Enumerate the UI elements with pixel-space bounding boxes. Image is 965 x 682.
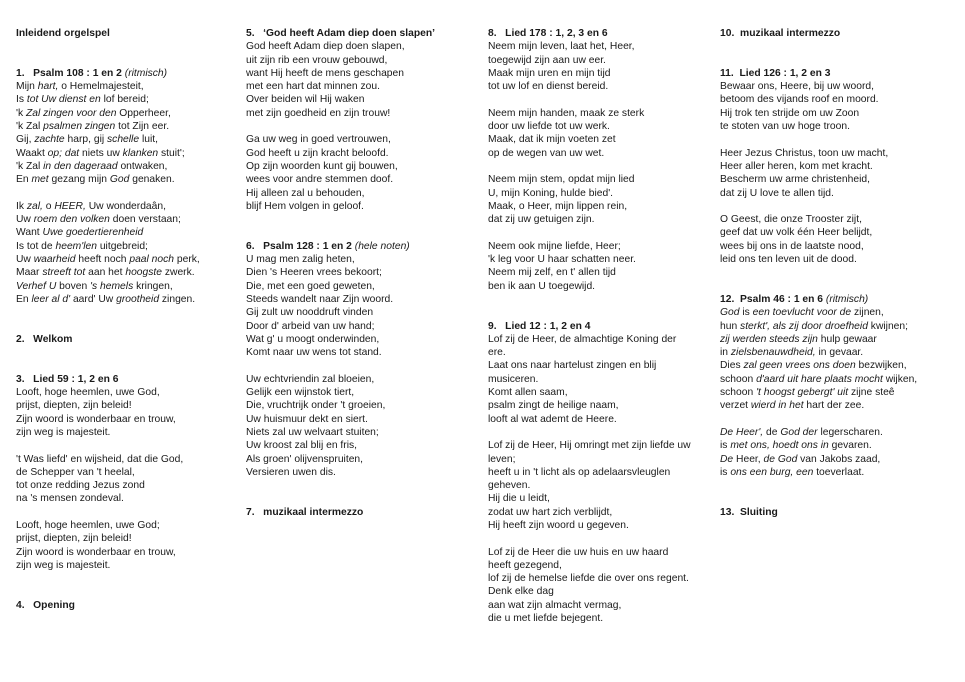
lyric-line: dat zij U love te allen tijd. bbox=[720, 187, 834, 199]
verse bbox=[16, 80, 238, 186]
lyric-line: Ik zal, o HEER, Uw wonderdaân, bbox=[16, 200, 166, 212]
section-title: 13. Sluiting bbox=[720, 506, 778, 518]
lyric-line: Komt allen saam, bbox=[488, 387, 568, 399]
lyric-line: zodat uw hart zich verblijdt, bbox=[488, 506, 613, 518]
lyric-line: 't Was liefd' en wijsheid, dat die God, bbox=[16, 453, 184, 465]
lyric-line: Maak mijn uren en mijn tijd bbox=[488, 67, 611, 79]
lyric-line: Uw roem den volken doen verstaan; bbox=[16, 214, 181, 226]
lyric-line: Maak, o Heer, mijn lippen rein, bbox=[488, 200, 628, 212]
lyric-line: Over beiden wil Hij waken bbox=[246, 94, 365, 106]
lyric-line: Neem mijn stem, opdat mijn lied bbox=[488, 174, 635, 186]
lyric-line: door uw liefde tot uw werk. bbox=[488, 121, 610, 133]
lyric-line: de Schepper van 't heelal, bbox=[16, 466, 135, 478]
lyric-line: Op zijn woorden kunt gij bouwen, bbox=[246, 160, 398, 172]
lyric-line: Die, met een goed geweten, bbox=[246, 280, 375, 292]
lyric-line: Neem mij zelf, en t' allen tijd bbox=[488, 267, 616, 279]
lyric-line: Uw waarheid heeft noch paal noch perk, bbox=[16, 254, 200, 266]
lyric-line: Laat ons naar hartelust zingen en blij bbox=[488, 360, 657, 372]
column-3 bbox=[488, 27, 710, 625]
verse bbox=[16, 519, 238, 572]
lyric-line: Heer aller heren, kom met kracht. bbox=[720, 160, 873, 172]
lyric-line: musiceren. bbox=[488, 373, 539, 385]
lyric-line: Neem mijn leven, laat het, Heer, bbox=[488, 41, 635, 53]
lyric-line: 'k Zal psalmen zingen tot Zijn eer. bbox=[16, 121, 170, 133]
lyric-line: En met gezang mijn God genaken. bbox=[16, 174, 175, 186]
lyric-line: Versieren uwen dis. bbox=[246, 466, 336, 478]
lyric-line: met zijn goedheid en zijn trouw! bbox=[246, 107, 391, 119]
lyric-line: Bescherm uw arme christenheid, bbox=[720, 174, 870, 186]
lyric-line: Komt naar uw wens tot stand. bbox=[246, 347, 382, 359]
lyric-line: toegewijd zijn aan uw eer. bbox=[488, 54, 606, 66]
lyric-line: zijn weg is majesteit. bbox=[16, 426, 111, 438]
section-title: 4. Opening bbox=[16, 599, 75, 611]
section-title: 10. muzikaal intermezzo bbox=[720, 28, 841, 39]
verse bbox=[720, 147, 960, 200]
lyric-line: Dien 's Heeren vrees bekoort; bbox=[246, 267, 382, 279]
lyric-line: 'k leg voor U haar schatten neer. bbox=[488, 254, 636, 266]
lyric-line: uit zijn rib een vrouw gebouwd, bbox=[246, 54, 388, 66]
lyric-line: Want Uwe goedertierenheid bbox=[16, 227, 144, 239]
column-2 bbox=[246, 27, 476, 519]
lyric-line: Hij trok ten strijde om uw Zoon bbox=[720, 107, 860, 119]
lyric-line: U, mijn Koning, hulde bied'. bbox=[488, 187, 614, 199]
section-title: 7. muzikaal intermezzo bbox=[246, 506, 364, 518]
lyric-line: En leer al d' aard' Uw grootheid zingen. bbox=[16, 293, 196, 305]
lyric-line: Denk elke dag bbox=[488, 586, 554, 598]
lyric-line: Lof zij de Heer die uw huis en uw haard bbox=[488, 546, 669, 558]
lyric-line: Wat g' u moogt onderwinden, bbox=[246, 333, 380, 345]
section-title: 6. Psalm 128 : 1 en 2 (hele noten) bbox=[246, 240, 410, 252]
verse bbox=[16, 200, 238, 306]
lyric-line: geef dat uw volk één Heer belijdt, bbox=[720, 227, 873, 239]
lyric-line: Uw echtvriendin zal bloeien, bbox=[246, 373, 375, 385]
lyric-line: wees voor andre stemmen doof. bbox=[246, 174, 394, 186]
lyric-line: Lof zij de Heer, Hij omringt met zijn liefde uw bbox=[488, 440, 691, 452]
lyric-line: Ga uw weg in goed vertrouwen, bbox=[246, 134, 391, 146]
lyric-line: Lof zij de Heer, de almachtige Koning der bbox=[488, 333, 677, 345]
section-title: 5. ‘God heeft Adam diep doen slapen’ bbox=[246, 28, 435, 39]
lyric-line: U mag men zalig heten, bbox=[246, 254, 355, 266]
lyric-line: Looft, hoge heemlen, uwe God; bbox=[16, 519, 160, 531]
verse bbox=[720, 426, 960, 479]
verse bbox=[246, 373, 476, 479]
lyric-line: na 's mensen zondeval. bbox=[16, 493, 124, 505]
lyric-line: God heeft u zijn kracht beloofd. bbox=[246, 147, 389, 159]
lyric-line: is ons een burg, een toeverlaat. bbox=[720, 466, 865, 478]
lyric-line: Die, vruchtrijk onder 't groeien, bbox=[246, 400, 386, 412]
verse bbox=[488, 333, 710, 426]
verse bbox=[488, 40, 710, 93]
verse bbox=[720, 306, 960, 412]
lyric-line: aan wat zijn almacht vermag, bbox=[488, 599, 622, 611]
lyric-line: schoon 't hoogst gebergt' uit zijne steê bbox=[720, 387, 895, 399]
lyric-line: De Heer, de God van Jakobs zaad, bbox=[720, 453, 881, 465]
section-title: 11. Lied 126 : 1, 2 en 3 bbox=[720, 67, 831, 79]
lyric-line: Steeds wandelt naar Zijn woord. bbox=[246, 293, 394, 305]
lyric-line: God is een toevlucht voor de zijnen, bbox=[720, 307, 884, 319]
lyric-line: leven; bbox=[488, 453, 516, 465]
verse bbox=[16, 386, 238, 439]
lyric-line: Maar streeft tot aan het hoogste zwerk. bbox=[16, 267, 195, 279]
lyric-line: Zijn woord is wonderbaar en trouw, bbox=[16, 413, 176, 425]
lyric-line: Zijn woord is wonderbaar en trouw, bbox=[16, 546, 176, 558]
lyric-line: Gelijk een wijnstok tiert, bbox=[246, 387, 355, 399]
lyric-line: Als groen' olijvenspruiten, bbox=[246, 453, 364, 465]
lyric-line: zij werden steeds zijn hulp gewaar bbox=[720, 333, 877, 345]
verse bbox=[488, 546, 710, 626]
verse bbox=[488, 240, 710, 293]
lyric-line: Mijn hart, o Hemelmajesteit, bbox=[16, 81, 144, 93]
lyric-line: 'k Zal zingen voor den Opperheer, bbox=[16, 107, 171, 119]
lyric-line: Waakt op; dat niets uw klanken stuit'; bbox=[16, 147, 185, 159]
lyric-line: die u met liefde bejegent. bbox=[488, 613, 604, 625]
lyric-line: Bewaar ons, Heere, bij uw woord, bbox=[720, 81, 874, 93]
lyric-line: Verhef U boven 's hemels kringen, bbox=[16, 280, 173, 292]
lyric-line: te stoten van uw hoge troon. bbox=[720, 121, 850, 133]
lyric-line: De Heer', de God der legerscharen. bbox=[720, 426, 883, 438]
verse bbox=[246, 133, 476, 213]
lyric-line: Hij die u leidt, bbox=[488, 493, 550, 505]
lyric-line: dat zij uw getuigen zijn. bbox=[488, 214, 595, 226]
verse bbox=[720, 213, 960, 266]
lyric-line: Hij heeft zijn woord u gegeven. bbox=[488, 519, 629, 531]
lyric-line: Neem mijn handen, maak ze sterk bbox=[488, 107, 645, 119]
verse bbox=[246, 40, 476, 120]
lyric-line: blijf Hem volgen in geloof. bbox=[246, 200, 364, 212]
column-4 bbox=[720, 27, 960, 519]
lyric-line: wees bij ons in de laatste nood, bbox=[720, 240, 864, 252]
lyric-line: hun sterkt', als zij door droefheid kwijnen; bbox=[720, 320, 908, 332]
lyric-line: psalm zingt de heilige naam, bbox=[488, 400, 619, 412]
lyric-line: heeft u in 't licht als op adelaarsvleuglen bbox=[488, 466, 671, 478]
lyric-line: Gij zult uw nooddruft vinden bbox=[246, 307, 374, 319]
lyric-line: schoon d'aard uit hare plaats mocht wijken, bbox=[720, 373, 918, 385]
lyric-line: want Hij heeft de mens geschapen bbox=[246, 67, 404, 79]
section-title: 3. Lied 59 : 1, 2 en 6 bbox=[16, 373, 119, 385]
lyric-line: God heeft Adam diep doen slapen, bbox=[246, 41, 405, 53]
column-1 bbox=[16, 27, 238, 612]
verse bbox=[488, 173, 710, 226]
lyric-line: Looft, hoge heemlen, uwe God, bbox=[16, 387, 160, 399]
lyric-line: lof zij de hemelse liefde die over ons regent. bbox=[488, 573, 689, 585]
section-title: 8. Lied 178 : 1, 2, 3 en 6 bbox=[488, 28, 608, 39]
lyric-line: looft al wat ademt de Heere. bbox=[488, 413, 617, 425]
lyric-line: Uw kroost zal blij en fris, bbox=[246, 440, 358, 452]
lyric-line: Dies zal geen vrees ons doen bezwijken, bbox=[720, 360, 907, 372]
section-title: 12. Psalm 46 : 1 en 6 (ritmisch) bbox=[720, 293, 869, 305]
lyric-line: met een hart dat minnen zou. bbox=[246, 81, 380, 93]
lyric-line: Heer Jezus Christus, toon uw macht, bbox=[720, 147, 889, 159]
section-title: 1. Psalm 108 : 1 en 2 (ritmisch) bbox=[16, 67, 168, 79]
lyric-line: is met ons, hoedt ons in gevaren. bbox=[720, 440, 872, 452]
lyric-line: tot uw lof en dienst bereid. bbox=[488, 81, 609, 93]
lyric-line: 'k Zal in den dageraad ontwaken, bbox=[16, 160, 168, 172]
verse bbox=[488, 107, 710, 160]
lyric-line: op de wegen van uw wet. bbox=[488, 147, 605, 159]
verse bbox=[488, 439, 710, 532]
verse bbox=[16, 453, 238, 506]
lyric-line: in zielsbenauwdheid, in gevaar. bbox=[720, 347, 864, 359]
lyric-line: Neem ook mijne liefde, Heer; bbox=[488, 240, 621, 252]
section-title: Inleidend orgelspel bbox=[16, 28, 110, 39]
lyric-line: Niets zal uw welvaart stuiten; bbox=[246, 426, 379, 438]
lyric-line: verzet wierd in het hart der zee. bbox=[720, 400, 865, 412]
lyric-line: Gij, zachte harp, gij schelle luit, bbox=[16, 134, 158, 146]
lyric-line: O Geest, die onze Trooster zijt, bbox=[720, 214, 862, 226]
lyric-line: ere. bbox=[488, 347, 506, 359]
lyric-line: betoom des vijands roof en moord. bbox=[720, 94, 879, 106]
lyric-line: geheven. bbox=[488, 480, 531, 492]
lyric-line: prijst, diepten, zijn beleid! bbox=[16, 400, 132, 412]
lyric-line: Door d' arbeid van uw hand; bbox=[246, 320, 375, 332]
lyric-line: prijst, diepten, zijn beleid! bbox=[16, 533, 132, 545]
lyric-line: Uw huismuur dekt en siert. bbox=[246, 413, 368, 425]
section-title: 2. Welkom bbox=[16, 333, 73, 345]
lyric-line: ben ik aan U toegewijd. bbox=[488, 280, 596, 292]
lyric-line: zijn weg is majesteit. bbox=[16, 559, 111, 571]
lyric-line: Hij alleen zal u behouden, bbox=[246, 187, 365, 199]
lyric-line: tot onze redding Jezus zond bbox=[16, 480, 145, 492]
verse bbox=[246, 253, 476, 359]
lyric-line: Is tot Uw dienst en lof bereid; bbox=[16, 94, 149, 106]
lyric-line: Maak, dat ik mijn voeten zet bbox=[488, 134, 616, 146]
lyric-line: leid ons ten leven uit de dood. bbox=[720, 254, 857, 266]
lyric-line: Is tot de heem'len uitgebreid; bbox=[16, 240, 148, 252]
lyric-line: heeft gezegend, bbox=[488, 559, 562, 571]
section-title: 9. Lied 12 : 1, 2 en 4 bbox=[488, 320, 591, 332]
verse bbox=[720, 80, 960, 133]
